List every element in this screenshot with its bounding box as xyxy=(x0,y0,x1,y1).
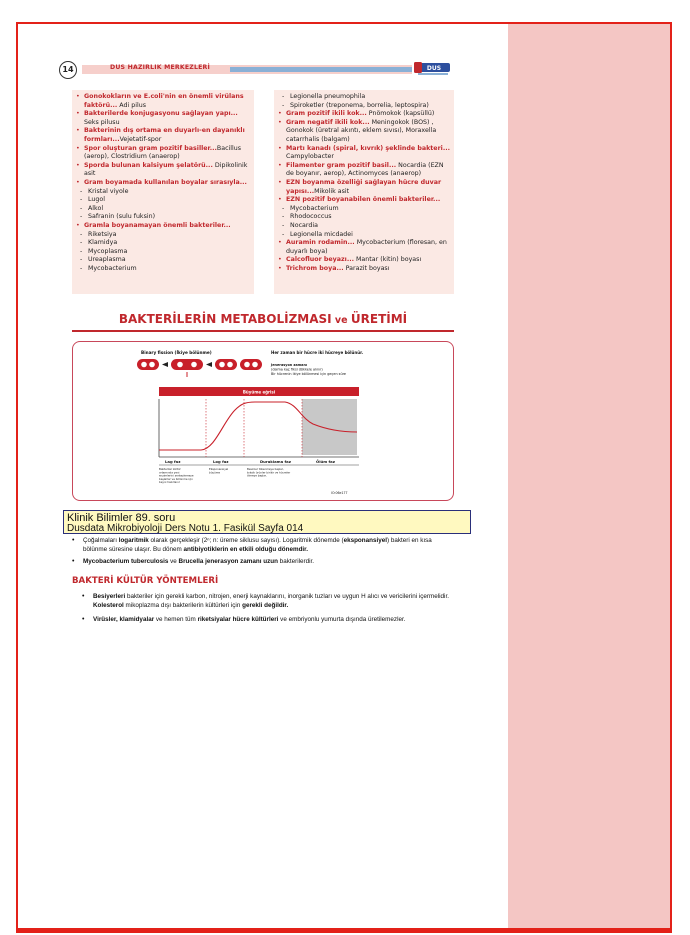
page-number: 14 xyxy=(59,61,77,79)
list-item: • Calcofluor beyazı... Mantar (kitin) boyası xyxy=(276,256,452,265)
stationary-phase-note: Besinler tükenmeye başlar, toksik ürünler birikir ve hücreler ölmeye başlar. xyxy=(247,467,291,478)
list-item: • Gramla boyanamayan önemli bakteriler... xyxy=(74,222,252,231)
list-item: - Rhodococcus xyxy=(276,213,452,222)
binary-fission-label: Binary fission (İkiye bölünme) xyxy=(141,350,212,355)
list-item: - Alkol xyxy=(74,205,252,214)
growth-diagram-box xyxy=(72,341,454,501)
list-item: • EZN pozitif boyanabilen önemli bakteriler... xyxy=(276,196,452,205)
right-summary-box xyxy=(274,90,454,294)
lag-phase-note: Bakteriler kültür ortamında yeni enzimlerini sentezlemeye başlarlar ve bölünme için beyni hazırlanır xyxy=(159,467,194,485)
list-item: - Legionella pneumophila xyxy=(276,93,452,102)
list-item: • Bakterilerde konjugasyonu sağlayan yapı... Seks pilusu xyxy=(74,110,252,127)
bottom-rule xyxy=(16,928,672,933)
list-item: • Bakterinin dış ortama en duyarlı-en dayanıklı formları...Vejetatif-spor xyxy=(74,127,252,144)
list-item: - Mycoplasma xyxy=(74,248,252,257)
list-item: - Klamidya xyxy=(74,239,252,248)
side-margin-bar xyxy=(508,24,670,930)
list-item: - Mycobacterium xyxy=(276,205,452,214)
fission-cells xyxy=(137,359,262,377)
phase-death: Ölüm faz xyxy=(316,459,335,464)
right-summary-list xyxy=(276,93,452,273)
list-item: • Sporda bulunan kalsiyum şelatörü... Dipikolinik asit xyxy=(74,162,252,179)
division-note: Her zaman bir hücre iki hücreye bölünür. xyxy=(271,350,364,355)
list-item: - Spiroketler (treponema, borrelia, leptospira) xyxy=(276,102,452,111)
list-item: • Auramin rodamin... Mycobacterium (floresan, en duyarlı boya) xyxy=(276,239,452,256)
list-item: • Gram pozitif ikili kok... Pnömokok (kapsüllü) xyxy=(276,110,452,119)
list-item: • Filamenter gram pozitif basil... Nocardia (EZN de boyanır, aerop), Actinomyces (anaerop) xyxy=(276,162,452,179)
list-item: • Trichrom boya... Parazit boyası xyxy=(276,265,452,274)
growth-diagram xyxy=(73,342,453,499)
list-item: - Ureaplasma xyxy=(74,256,252,265)
phase-log: Log faz xyxy=(213,459,229,464)
list-item: - Mycobacterium xyxy=(74,265,252,274)
left-summary-list xyxy=(74,93,252,273)
note-source: Dusdata Mikrobiyoloji Ders Notu 1. Fasikül Sayfa 014 xyxy=(67,523,304,534)
list-item: • EZN boyanma özelliği sağlayan hücre duvar yapısı...Mikolik asit xyxy=(276,179,452,196)
list-item: • Gram negatif ikili kok... Meningokok (BOS) , Gonokok (üretral akıntı, eklem sıvısı), Moraxella catarrhalis (balgam) xyxy=(276,119,452,145)
list-item: - Lugol xyxy=(74,196,252,205)
list-item: - Riketsiya xyxy=(74,231,252,240)
culture-methods-title: BAKTERİ KÜLTÜR YÖNTEMLERİ xyxy=(72,576,219,586)
phase-stationary: Duraklama faz xyxy=(260,459,291,464)
list-item: • Gram boyamada kullanılan boyalar sırasıyla... xyxy=(74,179,252,188)
section-title-tail: ÜRETİMİ xyxy=(350,312,408,326)
section-title xyxy=(72,312,454,326)
death-phase-shade xyxy=(302,399,357,455)
section-title-ve: ve xyxy=(331,315,351,326)
list-item: • Martı kanadı (spiral, kıvrık) şeklinde bakteri... Campylobacter xyxy=(276,145,452,162)
log-phase-note: Eksponansiyel büyüme xyxy=(209,467,229,475)
phase-lag: Lag faz xyxy=(165,459,181,464)
header-blue-stripe xyxy=(230,67,412,72)
list-item: - Legionella micdadei xyxy=(276,231,452,240)
list-item: • Spor oluşturan gram pozitif basiller...Bacillus (aerop), Clostridium (anaerop) xyxy=(74,145,252,162)
section-title-main: BAKTERİLERİN METABOLİZMASI xyxy=(118,312,332,326)
running-title: DUS HAZIRLIK MERKEZLERİ xyxy=(110,64,210,71)
list-item: - Kristal viyole xyxy=(74,188,252,197)
reference-note xyxy=(63,510,471,534)
figure-code: IO:06e177 xyxy=(331,491,348,495)
list-item: • Gonokokların ve E.coli'nin en önemli virülans faktörü... Adi pilus xyxy=(74,93,252,110)
left-summary-box xyxy=(72,90,254,294)
curve-title: Büyüme eğrisi xyxy=(242,389,276,395)
generation-time-note: Jenerasyon zamanı (daima kaç fiksi dökkele alınır) Bir hücrenin ikiye bölünmesi için geçen süre xyxy=(271,363,346,376)
section-title-rule xyxy=(72,330,454,332)
list-item: - Safranin (sulu fuksin) xyxy=(74,213,252,222)
list-item: - Nocardia xyxy=(276,222,452,231)
dusdata-logo xyxy=(414,60,452,76)
note-question: Klinik Bilimler 89. soru xyxy=(67,512,176,524)
svg-text:DUS: DUS xyxy=(426,65,442,72)
